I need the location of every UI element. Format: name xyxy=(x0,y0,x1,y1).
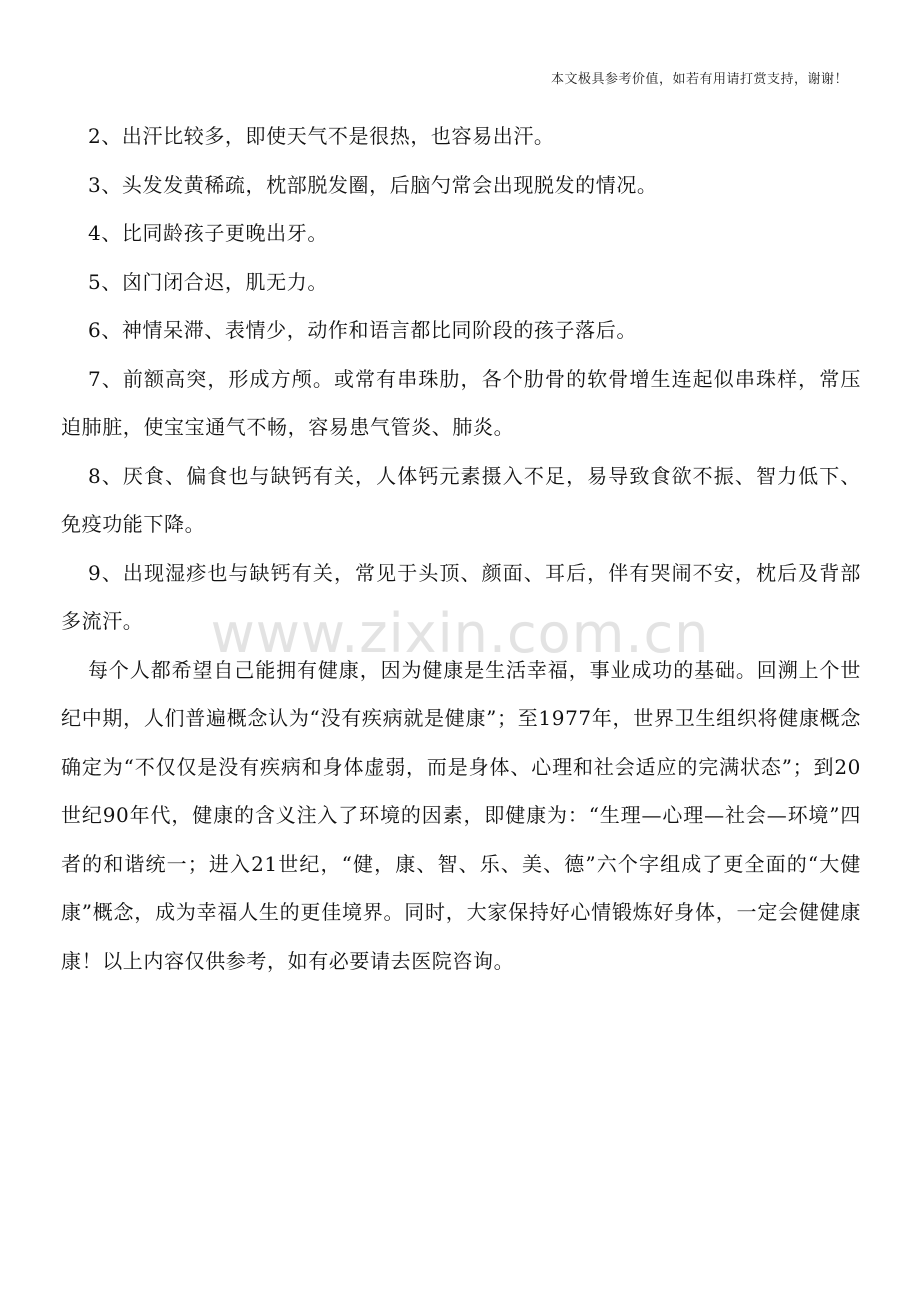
paragraph-symptom-4: 4、比同龄孩子更晚出牙。 xyxy=(88,221,328,245)
paragraph-symptom-6: 6、神情呆滞、表情少，动作和语言都比同阶段的孩子落后。 xyxy=(88,318,637,342)
document-body xyxy=(61,112,861,985)
paragraph-symptom-2: 2、出汗比较多，即使天气不是很热，也容易出汗。 xyxy=(88,124,555,148)
paragraph-symptom-8: 8、厌食、偏食也与缺钙有关，人体钙元素摄入不足，易导致食欲不振、智力低下、免疫功能下降。 xyxy=(61,463,861,536)
paragraph-symptom-7: 7、前额高突，形成方颅。或常有串珠肋，各个肋骨的软骨增生连起似串珠样，常压迫肺脏，使宝宝通气不畅，容易患气管炎、肺炎。 xyxy=(61,366,861,439)
header-note: 本文极具参考价值，如若有用请打赏支持，谢谢！ xyxy=(550,72,848,87)
paragraph-symptom-9: 9、出现湿疹也与缺钙有关，常见于头顶、颜面、耳后，伴有哭闹不安，枕后及背部多流汗。 xyxy=(61,560,861,633)
paragraph-symptom-5: 5、囟门闭合迟，肌无力。 xyxy=(88,269,328,294)
watermark: www.zixin.com.cn xyxy=(210,602,710,665)
paragraph-symptom-3: 3、头发发黄稀疏，枕部脱发圈，后脑勺常会出现脱发的情况。 xyxy=(88,172,658,197)
paragraph-health-concept: 每个人都希望自己能拥有健康，因为健康是生活幸福，事业成功的基础。回溯上个世纪中期，人们普遍概念认为“没有疾病就是健康”；至1977年，世界卫生组织将健康概念确定为“不仅仅是没有疾病和身体虚弱，而是身体、心理和社会适应的完满状态”；到20世纪90年代，健康的含义注入了环境的因素，即健康为：“生理—心理—社会—环境”四者的和谐统一；进入21世纪，“健，康、智、乐、美、德”六个字组成了更全面的“大健康”概念，成为幸福人生的更佳境界。同时，大家保持好心情锻炼好身体，一定会健健康康！以上内容仅供参考，如有必要请去医院咨询。 xyxy=(61,657,861,973)
